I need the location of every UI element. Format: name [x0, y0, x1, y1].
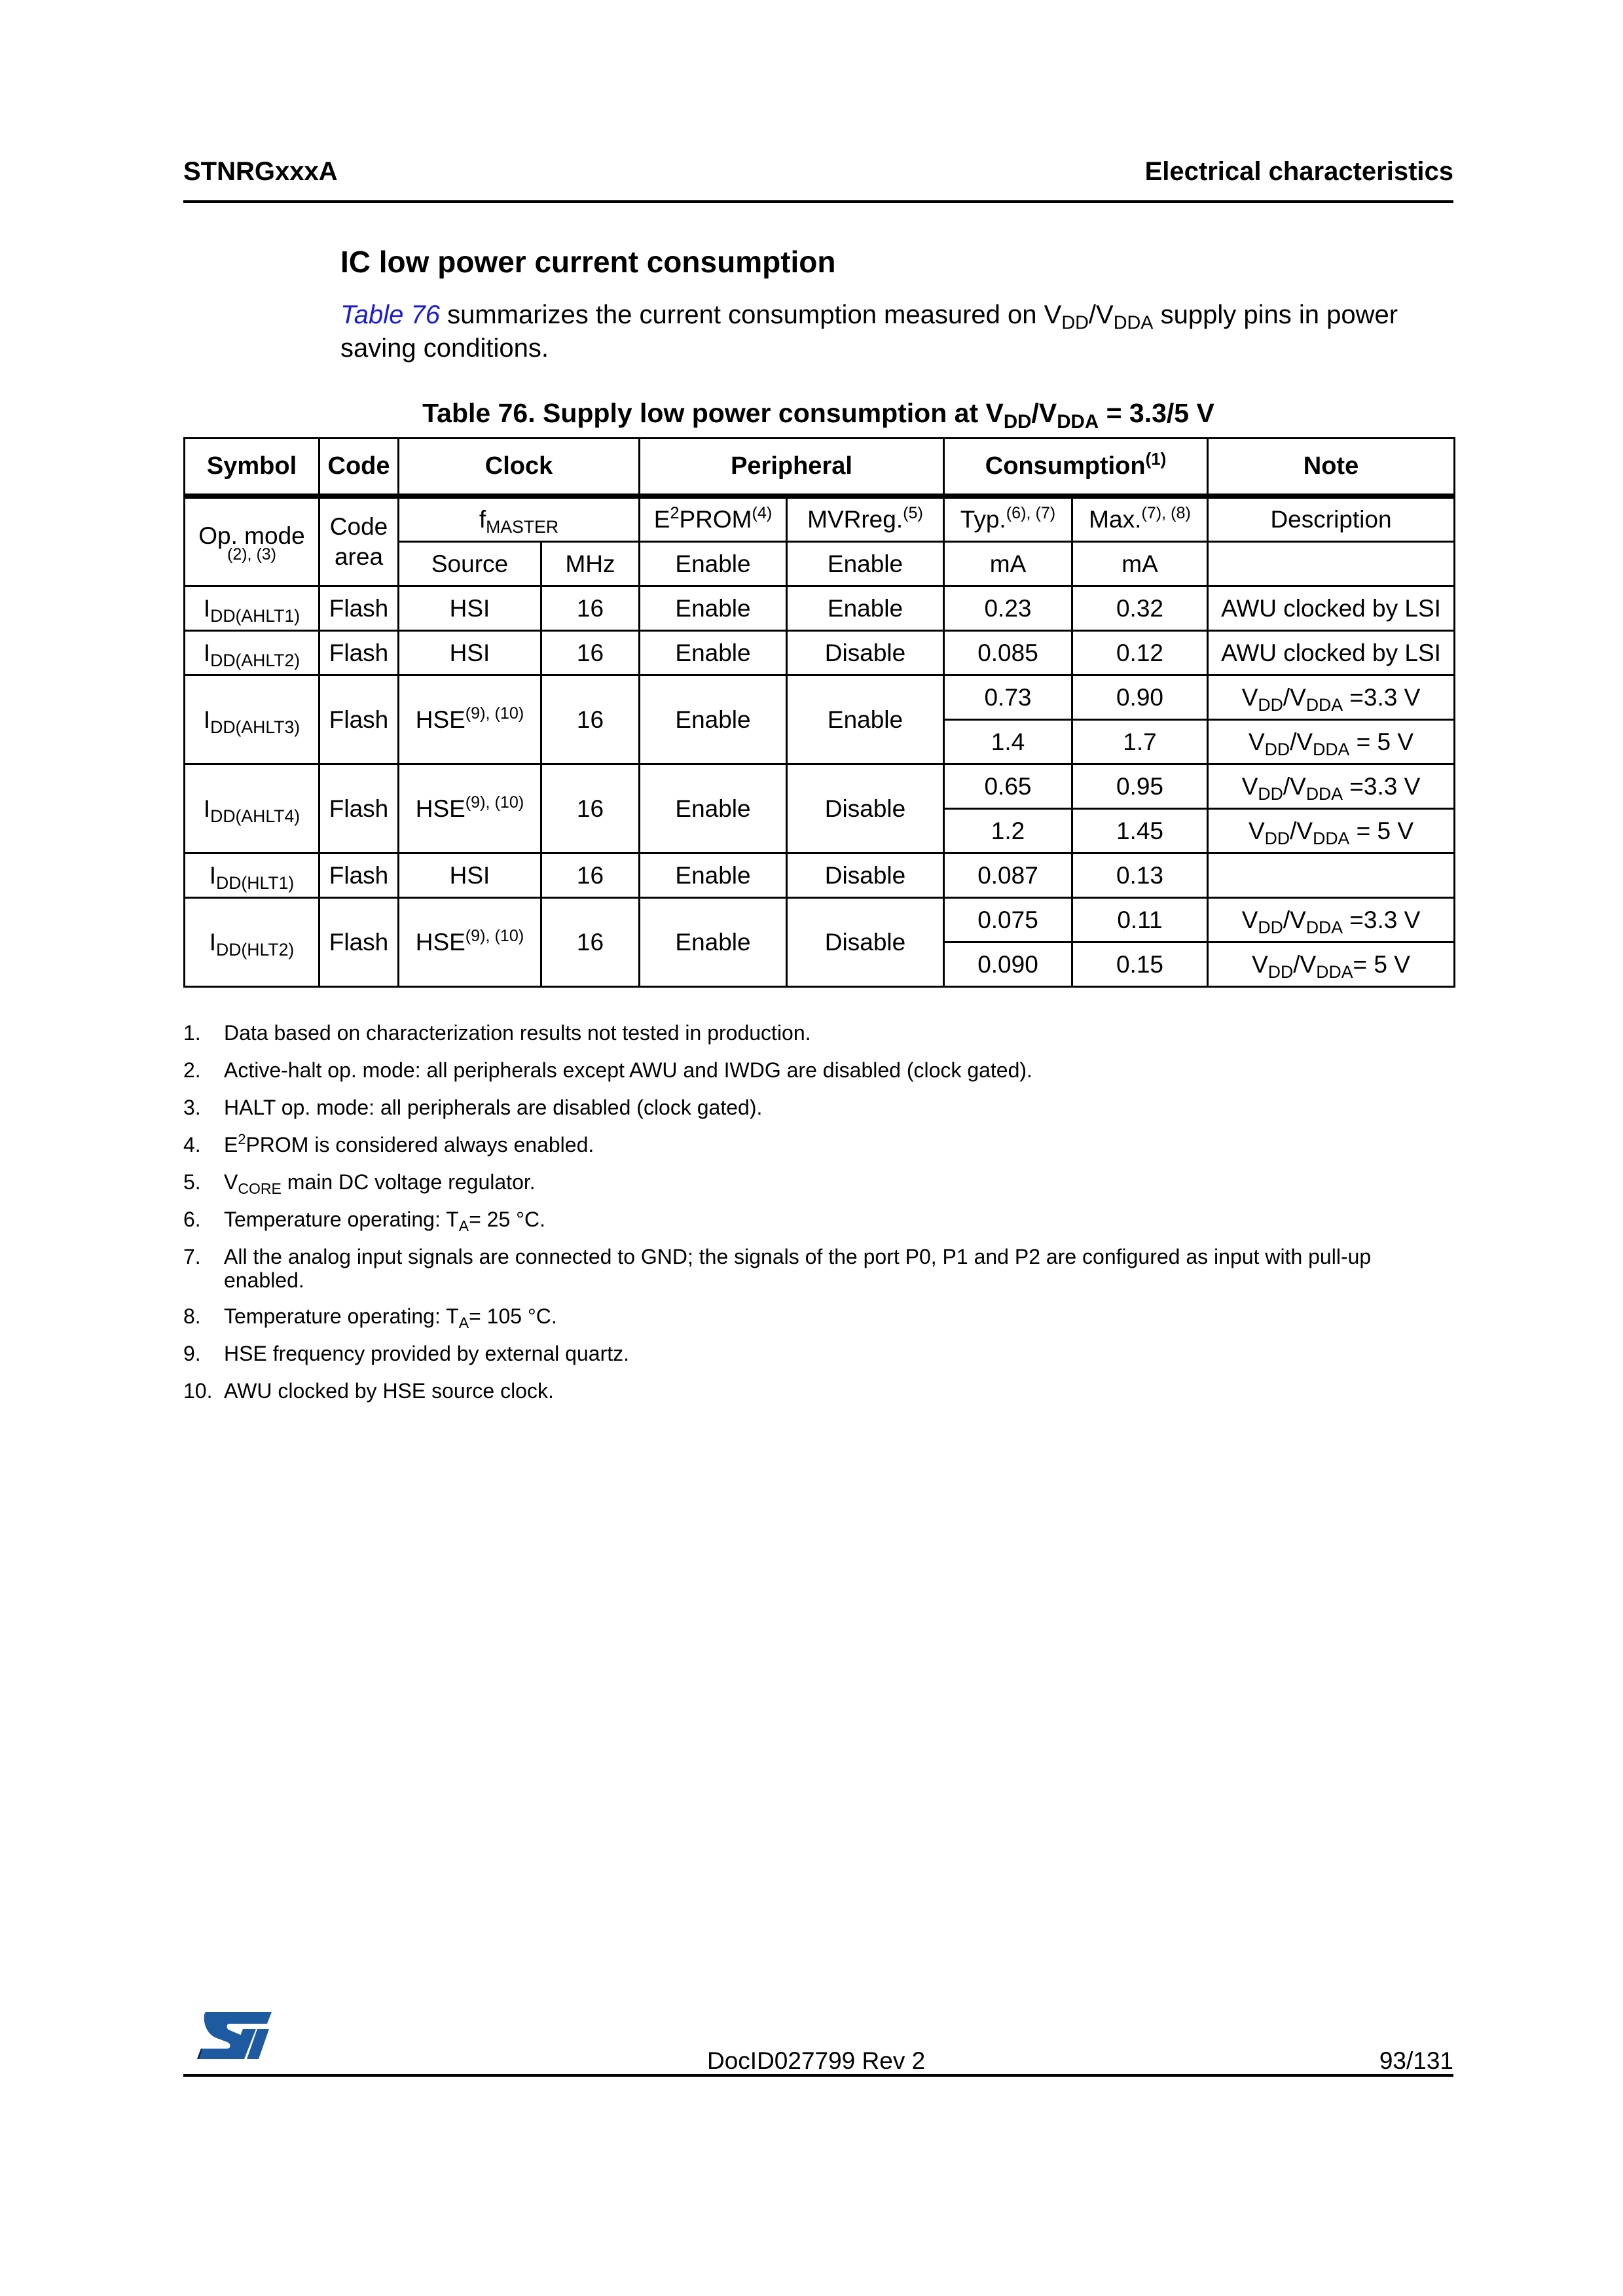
cell-note: $V_{DD}/V_{DDA} =3.3$ V — [1208, 898, 1455, 942]
cell-source: $HSE^{(9), (10)}$ — [399, 764, 541, 853]
footnote-text: All the analog input signals are connected to GND; the signals of the port P0, P1 and P2 are configured as input with pull-up enabled. — [224, 1245, 1372, 1292]
footnote-text: HALT op. mode: all peripherals are disabled (clock gated). — [224, 1096, 763, 1119]
cell-note: $V_{DD}/V_{DDA}= 5$ V — [1208, 942, 1455, 987]
cell-note: $V_{DD}/V_{DDA} =3.3$ V — [1208, 764, 1455, 809]
cell-typ: 0.73 — [944, 675, 1072, 720]
subheader-e2prom-unit: Enable — [640, 542, 787, 586]
footnote — [183, 1133, 1455, 1157]
footnote — [183, 1096, 1455, 1119]
footnote-text: HSE frequency provided by external quartz. — [224, 1342, 629, 1365]
cell-code: Flash — [319, 898, 399, 987]
footnote-number: 3. — [183, 1096, 201, 1119]
cell-e2prom: Enable — [640, 898, 787, 987]
cell-e2prom: Enable — [640, 631, 787, 675]
footnote — [183, 1245, 1455, 1292]
cell-symbol: $I_{DD(AHLT2)}$ — [185, 631, 319, 675]
footer-page-number: 93/131 — [1379, 2047, 1453, 2074]
cell-mhz: 16 — [541, 631, 640, 675]
st-logo-icon — [193, 2009, 275, 2062]
footnote-number: 7. — [183, 1245, 201, 1268]
cell-max: 0.13 — [1072, 853, 1208, 898]
cell-max: 1.7 — [1072, 720, 1208, 764]
table-row — [185, 586, 1455, 631]
header-rule — [183, 200, 1453, 203]
subheader-max-unit: mA — [1072, 542, 1208, 586]
section-intro: Table 76 summarizes the current consumption measured on $V_{DD}/V_{DDA}$ supply pins in power saving conditions. — [340, 300, 1398, 363]
subheader-e2prom: $E^2PROM^{(4)}$ — [640, 496, 787, 542]
cell-typ: 1.2 — [944, 809, 1072, 853]
table-body — [185, 586, 1455, 987]
footnote — [183, 1342, 1455, 1365]
doc-header-chapter: Electrical characteristics — [1144, 157, 1453, 186]
header-code: Code — [319, 439, 399, 497]
footnote — [183, 1379, 1455, 1403]
footnote-text: Temperature operating: $T_A= 25$ °C. — [224, 1208, 545, 1234]
doc-header-product: STNRGxxxA — [183, 157, 338, 186]
cell-note: $V_{DD}/V_{DDA} = 5$ V — [1208, 720, 1455, 764]
cell-e2prom: Enable — [640, 586, 787, 631]
footnote — [183, 1304, 1455, 1331]
subheader-fmaster: $f_{MASTER}$ — [399, 496, 640, 542]
cell-max: 1.45 — [1072, 809, 1208, 853]
cell-code: Flash — [319, 764, 399, 853]
cell-mvreg: Disable — [787, 898, 944, 987]
supply-low-power-table — [183, 437, 1455, 988]
header-peripheral: Peripheral — [640, 439, 944, 497]
cell-note: AWU clocked by LSI — [1208, 631, 1455, 675]
subheader-mhz: MHz — [541, 542, 640, 586]
footnote — [183, 1208, 1455, 1234]
cell-typ: 1.4 — [944, 720, 1072, 764]
footnote-number: 2. — [183, 1058, 201, 1082]
header-row — [185, 439, 1455, 497]
cell-source: $HSE^{(9), (10)}$ — [399, 675, 541, 764]
cell-source: HSI — [399, 631, 541, 675]
cell-symbol: $I_{DD(HLT1)}$ — [185, 853, 319, 898]
cell-mhz: 16 — [541, 586, 640, 631]
subheader-typ-unit: mA — [944, 542, 1072, 586]
subheader-code-area: Code area — [319, 496, 399, 586]
table-row — [185, 853, 1455, 898]
subheader-typ: Typ.$^{(6), (7)}$ — [944, 496, 1072, 542]
cell-mvreg: Disable — [787, 764, 944, 853]
footnote — [183, 1058, 1455, 1082]
cell-note: AWU clocked by LSI — [1208, 586, 1455, 631]
cell-e2prom: Enable — [640, 853, 787, 898]
cell-typ: 0.075 — [944, 898, 1072, 942]
footnote-text: Data based on characterization results not tested in production. — [224, 1021, 811, 1045]
cell-code: Flash — [319, 586, 399, 631]
footer-doc-id: DocID027799 Rev 2 — [707, 2047, 926, 2074]
subheader-note-unit — [1208, 542, 1455, 586]
footnote-number: 8. — [183, 1304, 201, 1328]
footnote-number: 1. — [183, 1021, 201, 1045]
subheader-mvreg: MVRreg.$^{(5)}$ — [787, 496, 944, 542]
subheader-row-1 — [185, 496, 1455, 542]
subheader-source: Source — [399, 542, 541, 586]
cell-typ: 0.65 — [944, 764, 1072, 809]
footnote-text: $E^2PROM$ is considered always enabled. — [224, 1131, 594, 1157]
table-row — [185, 675, 1455, 720]
cell-symbol: $I_{DD(AHLT3)}$ — [185, 675, 319, 764]
cell-e2prom: Enable — [640, 764, 787, 853]
table-row — [185, 898, 1455, 942]
footnote-number: 6. — [183, 1208, 201, 1231]
cell-mhz: 16 — [541, 898, 640, 987]
cell-typ: 0.23 — [944, 586, 1072, 631]
cell-code: Flash — [319, 631, 399, 675]
footnote-number: 5. — [183, 1170, 201, 1194]
footnote-number: 10. — [183, 1379, 213, 1403]
section-title: IC low power current consumption — [340, 245, 836, 279]
cell-mhz: 16 — [541, 853, 640, 898]
header-note: Note — [1208, 439, 1455, 497]
cell-symbol: $I_{DD(AHLT1)}$ — [185, 586, 319, 631]
cell-max: 0.15 — [1072, 942, 1208, 987]
footnote-number: 9. — [183, 1342, 201, 1365]
cell-source: HSI — [399, 586, 541, 631]
footnote-text: AWU clocked by HSE source clock. — [224, 1379, 554, 1403]
header-clock: Clock — [399, 439, 640, 497]
cell-max: 0.90 — [1072, 675, 1208, 720]
header-symbol: Symbol — [185, 439, 319, 497]
cell-symbol: $I_{DD(AHLT4)}$ — [185, 764, 319, 853]
table-76-link[interactable]: Table 76 — [340, 300, 440, 329]
table-caption: Table 76. Supply low power consumption at $V_{DD}/V_{DDA} = 3.3/5$ V — [422, 398, 1214, 433]
subheader-description: Description — [1208, 496, 1455, 542]
cell-note: $V_{DD}/V_{DDA} =3.3$ V — [1208, 675, 1455, 720]
footer-rule — [183, 2074, 1453, 2077]
cell-max: 0.12 — [1072, 631, 1208, 675]
header-consumption: Consumption$^{(1)}$ — [944, 439, 1208, 497]
cell-code: Flash — [319, 675, 399, 764]
cell-typ: 0.085 — [944, 631, 1072, 675]
cell-note: $V_{DD}/V_{DDA} = 5$ V — [1208, 809, 1455, 853]
cell-max: 0.32 — [1072, 586, 1208, 631]
cell-e2prom: Enable — [640, 675, 787, 764]
table-row — [185, 764, 1455, 809]
footnote-text: $V_{CORE}$ main DC voltage regulator. — [224, 1170, 536, 1197]
cell-mhz: 16 — [541, 675, 640, 764]
cell-note — [1208, 853, 1455, 898]
footnote-text: Active-halt op. mode: all peripherals except AWU and IWDG are disabled (clock gated). — [224, 1058, 1032, 1082]
subheader-max: Max.$^{(7), (8)}$ — [1072, 496, 1208, 542]
footnote — [183, 1021, 1455, 1045]
table-row — [185, 631, 1455, 675]
subheader-mvreg-unit: Enable — [787, 542, 944, 586]
cell-mvreg: Disable — [787, 853, 944, 898]
cell-code: Flash — [319, 853, 399, 898]
cell-max: 0.95 — [1072, 764, 1208, 809]
footnote — [183, 1170, 1455, 1197]
subheader-op-mode: Op. mode (2), (3) — [185, 496, 319, 586]
footnote-number: 4. — [183, 1133, 201, 1157]
cell-mhz: 16 — [541, 764, 640, 853]
cell-max: 0.11 — [1072, 898, 1208, 942]
cell-typ: 0.090 — [944, 942, 1072, 987]
footnote-text: Temperature operating: $T_A= 105$ °C. — [224, 1304, 557, 1331]
cell-mvreg: Disable — [787, 631, 944, 675]
cell-mvreg: Enable — [787, 586, 944, 631]
cell-source: HSI — [399, 853, 541, 898]
cell-typ: 0.087 — [944, 853, 1072, 898]
cell-symbol: $I_{DD(HLT2)}$ — [185, 898, 319, 987]
cell-source: $HSE^{(9), (10)}$ — [399, 898, 541, 987]
cell-mvreg: Enable — [787, 675, 944, 764]
